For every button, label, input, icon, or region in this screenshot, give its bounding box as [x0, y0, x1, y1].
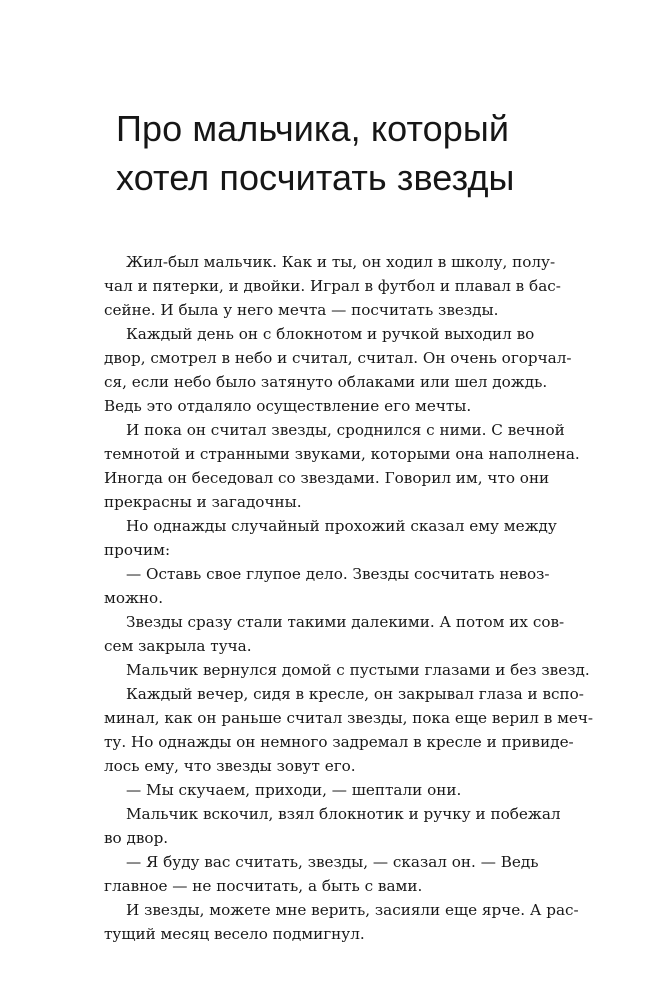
text-line: И звезды, можете мне верить, засияли еще ярче. А рас- — [126, 901, 579, 919]
text-line: ся, если небо было затянуто облаками или шел дождь. — [104, 373, 548, 391]
paragraph — [104, 610, 565, 658]
text-line: Мальчик вернулся домой с пустыми глазами и без звезд. — [126, 661, 590, 679]
text-line: — Мы скучаем, приходи, — шептали они. — [126, 781, 462, 799]
text-line: — Оставь свое глупое дело. Звезды сосчитать невоз- — [126, 565, 550, 583]
paragraph — [104, 778, 560, 802]
story-text — [104, 250, 594, 946]
paragraph — [104, 658, 590, 682]
text-line: минал, как он раньше считал звезды, пока еще верил в меч- — [104, 709, 594, 727]
paragraph — [104, 322, 572, 418]
text-line: сем закрыла туча. — [104, 637, 252, 655]
paragraph — [104, 250, 560, 322]
text-line: двор, смотрел в небо и считал, считал. Он очень огорчал- — [104, 349, 572, 367]
text-line: Мальчик вскочил, взял блокнотик и ручку и побежал — [126, 805, 561, 823]
text-line: ту. Но однажды он немного задремал в кресле и привиде- — [104, 733, 574, 751]
paragraph — [104, 514, 560, 562]
text-line: Звезды сразу стали такими далекими. А потом их сов- — [126, 613, 565, 631]
text-line: Иногда он беседовал со звездами. Говорил им, что они — [104, 469, 550, 487]
text-line: Каждый вечер, сидя в кресле, он закрывал глаза и вспо- — [126, 685, 584, 703]
text-line: прекрасны и загадочны. — [104, 493, 302, 511]
paragraph — [104, 898, 579, 946]
chapter-title-line: хотел посчитать звезды — [116, 157, 515, 198]
text-line: — Я буду вас считать, звезды, — сказал он. — Ведь — [126, 853, 539, 871]
text-line: тущий месяц весело подмигнул. — [104, 925, 365, 943]
text-line: И пока он считал звезды, сроднился с ними. С вечной — [126, 421, 565, 439]
text-line: сейне. И была у него мечта — посчитать звезды. — [104, 301, 499, 319]
chapter-title — [116, 104, 556, 202]
text-line: можно. — [104, 589, 164, 607]
paragraph — [104, 850, 560, 898]
text-line: темнотой и странными звуками, которыми она наполнена. — [104, 445, 580, 463]
text-line: главное — не посчитать, а быть с вами. — [104, 877, 423, 895]
text-line: лось ему, что звезды зовут его. — [104, 757, 356, 775]
text-line: Ведь это отдаляло осуществление его мечты. — [104, 397, 472, 415]
paragraph — [104, 802, 560, 850]
text-line: чал и пятерки, и двойки. Играл в футбол и плавал в бас- — [104, 277, 561, 295]
text-line: Жил-был мальчик. Как и ты, он ходил в школу, полу- — [126, 253, 556, 271]
chapter-title-line: Про мальчика, который — [116, 108, 510, 149]
text-line: Каждый день он с блокнотом и ручкой выходил во — [126, 325, 535, 343]
text-line: прочим: — [104, 541, 171, 559]
paragraph — [104, 682, 594, 778]
paragraph — [104, 418, 580, 514]
text-line: Но однажды случайный прохожий сказал ему между — [126, 517, 557, 535]
paragraph — [104, 562, 560, 610]
text-line: во двор. — [104, 829, 169, 847]
